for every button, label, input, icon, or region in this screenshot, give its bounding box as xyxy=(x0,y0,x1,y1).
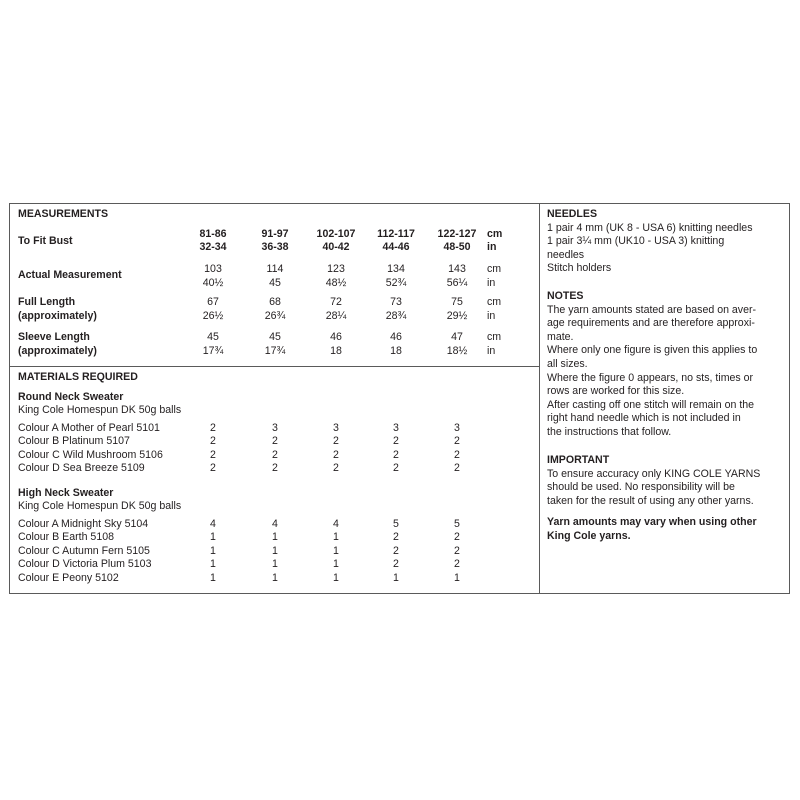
yarn-quantity: 3 xyxy=(454,422,460,434)
yarn-quantity: 3 xyxy=(272,422,278,434)
yarn-quantity: 4 xyxy=(272,518,278,530)
sleeve-length-cm: 46 xyxy=(390,331,402,343)
notes-section-line: age requirements and are therefore approxi- xyxy=(547,317,755,330)
sleeve-length-in: 18 xyxy=(390,345,402,357)
yarn-colour-name: Colour D Sea Breeze 5109 xyxy=(18,462,145,475)
yarn-quantity: 2 xyxy=(210,435,216,448)
yarn-quantity: 2 xyxy=(393,448,399,461)
notes-section-line: rows are worked for this size. xyxy=(547,385,685,398)
notes-section xyxy=(547,290,785,440)
unit-cm: cm xyxy=(487,228,503,240)
important-section-bold-line: Yarn amounts may vary when using other xyxy=(547,516,757,529)
actual-in: 40½ xyxy=(202,277,224,289)
yarn-quantity: 2 xyxy=(454,531,460,544)
yarn-quantity: 2 xyxy=(333,462,339,475)
yarn-colour-name: Colour B Platinum 5107 xyxy=(18,435,130,448)
actual-cm: 103 xyxy=(204,263,222,275)
unit-in: in xyxy=(487,241,497,253)
important-section xyxy=(547,454,785,544)
yarn-quantity: 2 xyxy=(333,448,339,461)
sleeve-length-label: Sleeve Length xyxy=(18,331,90,343)
yarn-quantity: 5 xyxy=(393,518,399,530)
yarn-quantity: 1 xyxy=(333,544,339,557)
size-in: 32-34 xyxy=(199,241,227,253)
yarn-quantity: 1 xyxy=(272,571,278,584)
sleeve-length-cm: 46 xyxy=(330,331,342,343)
needles-section-line: needles xyxy=(547,248,585,261)
yarn-quantity: 1 xyxy=(272,558,278,571)
actual-cm: 134 xyxy=(387,263,405,275)
yarn-colour-name: Colour C Autumn Fern 5105 xyxy=(18,544,150,557)
yarn-colour-name: Colour A Mother of Pearl 5101 xyxy=(18,422,160,434)
yarn-quantity: 2 xyxy=(210,448,216,461)
section-divider xyxy=(9,366,540,367)
yarn-quantity: 2 xyxy=(272,448,278,461)
yarn-quantity: 2 xyxy=(393,435,399,448)
notes-section-line: all sizes. xyxy=(547,357,588,370)
yarn-colour-name: Colour B Earth 5108 xyxy=(18,531,114,544)
yarn-quantity: 1 xyxy=(333,531,339,544)
yarn-quantity: 1 xyxy=(333,558,339,571)
yarn-colour-name: Colour A Midnight Sky 5104 xyxy=(18,518,149,530)
actual-in: 45 xyxy=(269,277,281,289)
notes-section-line: right hand needle which is not included in xyxy=(547,412,741,425)
important-section-bold-line: King Cole yarns. xyxy=(547,529,631,542)
full-length-cm: 73 xyxy=(390,296,402,308)
important-section-line: taken for the result of using any other yarns. xyxy=(547,494,754,507)
yarn-quantity: 2 xyxy=(393,558,399,571)
yarn-quantity: 1 xyxy=(210,571,216,584)
column-divider xyxy=(539,203,540,594)
needles-section-line: 1 pair 4 mm (UK 8 - USA 6) knitting needles xyxy=(547,221,753,234)
important-section-heading: IMPORTANT xyxy=(547,454,610,466)
sleeve-length-cm: 47 xyxy=(451,331,463,343)
sleeve-length-in: 17¾ xyxy=(264,345,286,357)
needles-section xyxy=(547,208,785,276)
notes-section-line: mate. xyxy=(547,330,574,343)
full-length-in: 29½ xyxy=(446,310,468,322)
size-cm: 91-97 xyxy=(261,228,289,240)
notes-section-line: After casting off one stitch will remain on the xyxy=(547,398,755,411)
full-length-in: 26¾ xyxy=(264,310,286,322)
yarn-quantity: 2 xyxy=(393,462,399,475)
sleeve-length-sublabel: (approximately) xyxy=(18,345,97,357)
size-cm: 122-127 xyxy=(437,228,477,240)
round-neck-yarn: King Cole Homespun DK 50g balls xyxy=(18,404,182,416)
yarn-colour-name: Colour E Peony 5102 xyxy=(18,571,119,584)
yarn-quantity: 1 xyxy=(333,571,339,584)
unit-cm: cm xyxy=(487,296,502,308)
full-length-sublabel: (approximately) xyxy=(18,310,97,322)
actual-cm: 114 xyxy=(266,263,284,275)
high-neck-yarn: King Cole Homespun DK 50g balls xyxy=(18,500,182,512)
materials-heading: MATERIALS REQUIRED xyxy=(18,371,138,383)
full-length-label: Full Length xyxy=(18,296,76,308)
yarn-quantity: 4 xyxy=(210,518,216,530)
full-length-cm: 75 xyxy=(451,296,463,308)
full-length-cm: 67 xyxy=(207,296,219,308)
yarn-colour-name: Colour D Victoria Plum 5103 xyxy=(18,558,152,571)
size-in: 44-46 xyxy=(382,241,410,253)
yarn-quantity: 2 xyxy=(272,435,278,448)
unit-in: in xyxy=(487,277,496,289)
yarn-quantity: 1 xyxy=(210,531,216,544)
actual-label: Actual Measurement xyxy=(18,269,122,281)
yarn-colour-name: Colour C Wild Mushroom 5106 xyxy=(18,448,163,461)
yarn-quantity: 3 xyxy=(333,422,339,434)
yarn-quantity: 1 xyxy=(454,571,460,584)
actual-in: 52¾ xyxy=(385,277,407,289)
size-in: 40-42 xyxy=(322,241,350,253)
sleeve-length-cm: 45 xyxy=(269,331,281,343)
actual-in: 56¼ xyxy=(446,277,468,289)
yarn-quantity: 2 xyxy=(272,462,278,475)
actual-in: 48½ xyxy=(325,277,347,289)
unit-in: in xyxy=(487,345,496,357)
yarn-quantity: 1 xyxy=(272,531,278,544)
important-section-line: To ensure accuracy only KING COLE YARNS xyxy=(547,467,761,480)
yarn-quantity: 2 xyxy=(393,544,399,557)
yarn-quantity: 1 xyxy=(210,544,216,557)
yarn-quantity: 2 xyxy=(454,435,460,448)
needles-section-line: Stitch holders xyxy=(547,262,612,275)
full-length-cm: 72 xyxy=(330,296,342,308)
notes-section-heading: NOTES xyxy=(547,290,584,302)
yarn-quantity: 2 xyxy=(393,531,399,544)
yarn-quantity: 2 xyxy=(210,422,216,434)
notes-section-line: Where the figure 0 appears, no sts, times or xyxy=(547,371,754,384)
size-cm: 112-117 xyxy=(377,228,415,240)
full-length-in: 28¼ xyxy=(325,310,347,322)
measurements-heading: MEASUREMENTS xyxy=(18,208,109,220)
needles-section-line: 1 pair 3¼ mm (UK10 - USA 3) knitting xyxy=(547,235,725,248)
important-section-line: should be used. No responsibility will be xyxy=(547,481,735,494)
needles-section-heading: NEEDLES xyxy=(547,208,598,220)
full-length-cm: 68 xyxy=(269,296,281,308)
notes-section-line: the instructions that follow. xyxy=(547,425,672,438)
yarn-quantity: 2 xyxy=(454,462,460,475)
round-neck-title: Round Neck Sweater xyxy=(18,391,124,403)
yarn-quantity: 2 xyxy=(333,435,339,448)
unit-in: in xyxy=(487,310,496,322)
fit-bust-label: To Fit Bust xyxy=(18,235,73,247)
sleeve-length-in: 17¾ xyxy=(202,345,224,357)
yarn-quantity: 1 xyxy=(272,544,278,557)
yarn-quantity: 4 xyxy=(333,518,339,530)
sleeve-length-in: 18½ xyxy=(446,345,468,357)
yarn-quantity: 2 xyxy=(454,558,460,571)
yarn-quantity: 2 xyxy=(454,544,460,557)
yarn-quantity: 1 xyxy=(210,558,216,571)
yarn-quantity: 3 xyxy=(393,422,399,434)
size-in: 48-50 xyxy=(443,241,471,253)
unit-cm: cm xyxy=(487,263,502,275)
yarn-quantity: 2 xyxy=(210,462,216,475)
actual-cm: 123 xyxy=(327,263,345,275)
full-length-in: 26½ xyxy=(202,310,224,322)
notes-section-line: The yarn amounts stated are based on aver- xyxy=(547,303,757,316)
unit-cm: cm xyxy=(487,331,502,343)
full-length-in: 28¾ xyxy=(385,310,407,322)
sleeve-length-cm: 45 xyxy=(207,331,219,343)
actual-cm: 143 xyxy=(448,263,466,275)
size-in: 36-38 xyxy=(261,241,289,253)
sleeve-length-in: 18 xyxy=(330,345,342,357)
yarn-quantity: 2 xyxy=(454,448,460,461)
size-cm: 102-107 xyxy=(316,228,356,240)
yarn-quantity: 5 xyxy=(454,518,460,530)
high-neck-title: High Neck Sweater xyxy=(18,487,114,499)
notes-section-line: Where only one figure is given this applies to xyxy=(547,344,758,357)
yarn-quantity: 1 xyxy=(393,571,399,584)
size-cm: 81-86 xyxy=(199,228,227,240)
